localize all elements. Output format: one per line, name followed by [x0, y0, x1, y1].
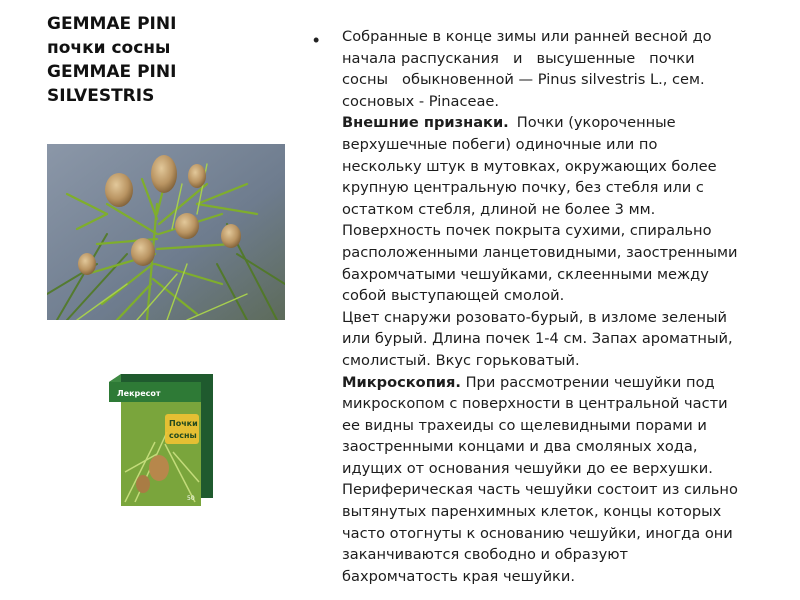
section-heading-microscopy: Микроскопия.	[342, 373, 461, 391]
package-brand: Лекресот	[117, 389, 161, 398]
text-line: бахромчатыми чешуйками, склеенными между	[342, 265, 709, 283]
text-line: верхушечные побеги) одиночные или по	[342, 135, 658, 153]
package-label-line2: сосны	[169, 431, 197, 440]
text-line: Периферическая часть чешуйки состоит из сильно	[342, 481, 738, 499]
text-line: смолистый. Вкус горьковатый.	[342, 351, 580, 369]
product-package-image	[95, 372, 235, 512]
text-line: Микроскопия. При рассмотрении чешуйки под	[342, 373, 715, 391]
text-line: нескольку штук в мутовках, окружающих более	[342, 157, 717, 175]
text-line: сосновых - Pinaceae.	[342, 92, 500, 110]
text-line: собой выступающей смолой.	[342, 287, 565, 305]
text-line: микроскопом с поверхности в центральной части	[342, 395, 728, 413]
title-russian-line: почки сосны	[47, 38, 171, 58]
pine-buds-photo	[47, 144, 285, 320]
title-latin-line-3: SILVESTRIS	[47, 86, 155, 106]
text-line: начала распускания и высушенные почки	[342, 49, 695, 67]
text-line: или бурый. Длина почек 1-4 см. Запах ароматный,	[342, 330, 733, 348]
package-label-line1: Почки	[169, 419, 198, 428]
text-line: крупную центральную почку, без стебля или с	[342, 179, 704, 197]
text-line: остатком стебля, длиной не более 3 мм.	[342, 200, 656, 218]
text-line: расположенными ланцетовидными, заостренными	[342, 243, 738, 261]
text-line: ее видны трахеиды со щелевидными порами и	[342, 416, 707, 434]
document-title	[47, 12, 287, 108]
title-latin-line: GEMMAE PINI	[47, 14, 177, 34]
text-line: идущих от основания чешуйки до ее верхушки.	[342, 459, 713, 477]
text-line: Цвет снаружи розовато-бурый, в изломе зеленый	[342, 308, 727, 326]
text-line: Поверхность почек покрыта сухими, спирально	[342, 222, 712, 240]
text-line: заостренными концами и два смоляных хода,	[342, 438, 698, 456]
text-line: бахромчатость края чешуйки.	[342, 567, 575, 585]
section-heading-external: Внешние признаки.	[342, 114, 509, 132]
text-line: часто отогнуты к основанию чешуйки, иногда они	[342, 524, 733, 542]
description-text	[342, 26, 782, 587]
text-line: Собранные в конце зимы или ранней весной до	[342, 28, 712, 45]
text-line: заканчиваются свободно и образуют	[342, 546, 629, 564]
list-bullet: •	[313, 30, 320, 50]
title-latin-line-2: GEMMAE PINI	[47, 62, 177, 82]
text-line: сосны обыкновенной — Pinus silvestris L., сем.	[342, 71, 705, 89]
text-line: вытянутых паренхимных клеток, концы которых	[342, 503, 722, 521]
package-weight: 50	[187, 495, 195, 502]
text-line: Внешние признаки. Почки (укороченные	[342, 114, 676, 132]
